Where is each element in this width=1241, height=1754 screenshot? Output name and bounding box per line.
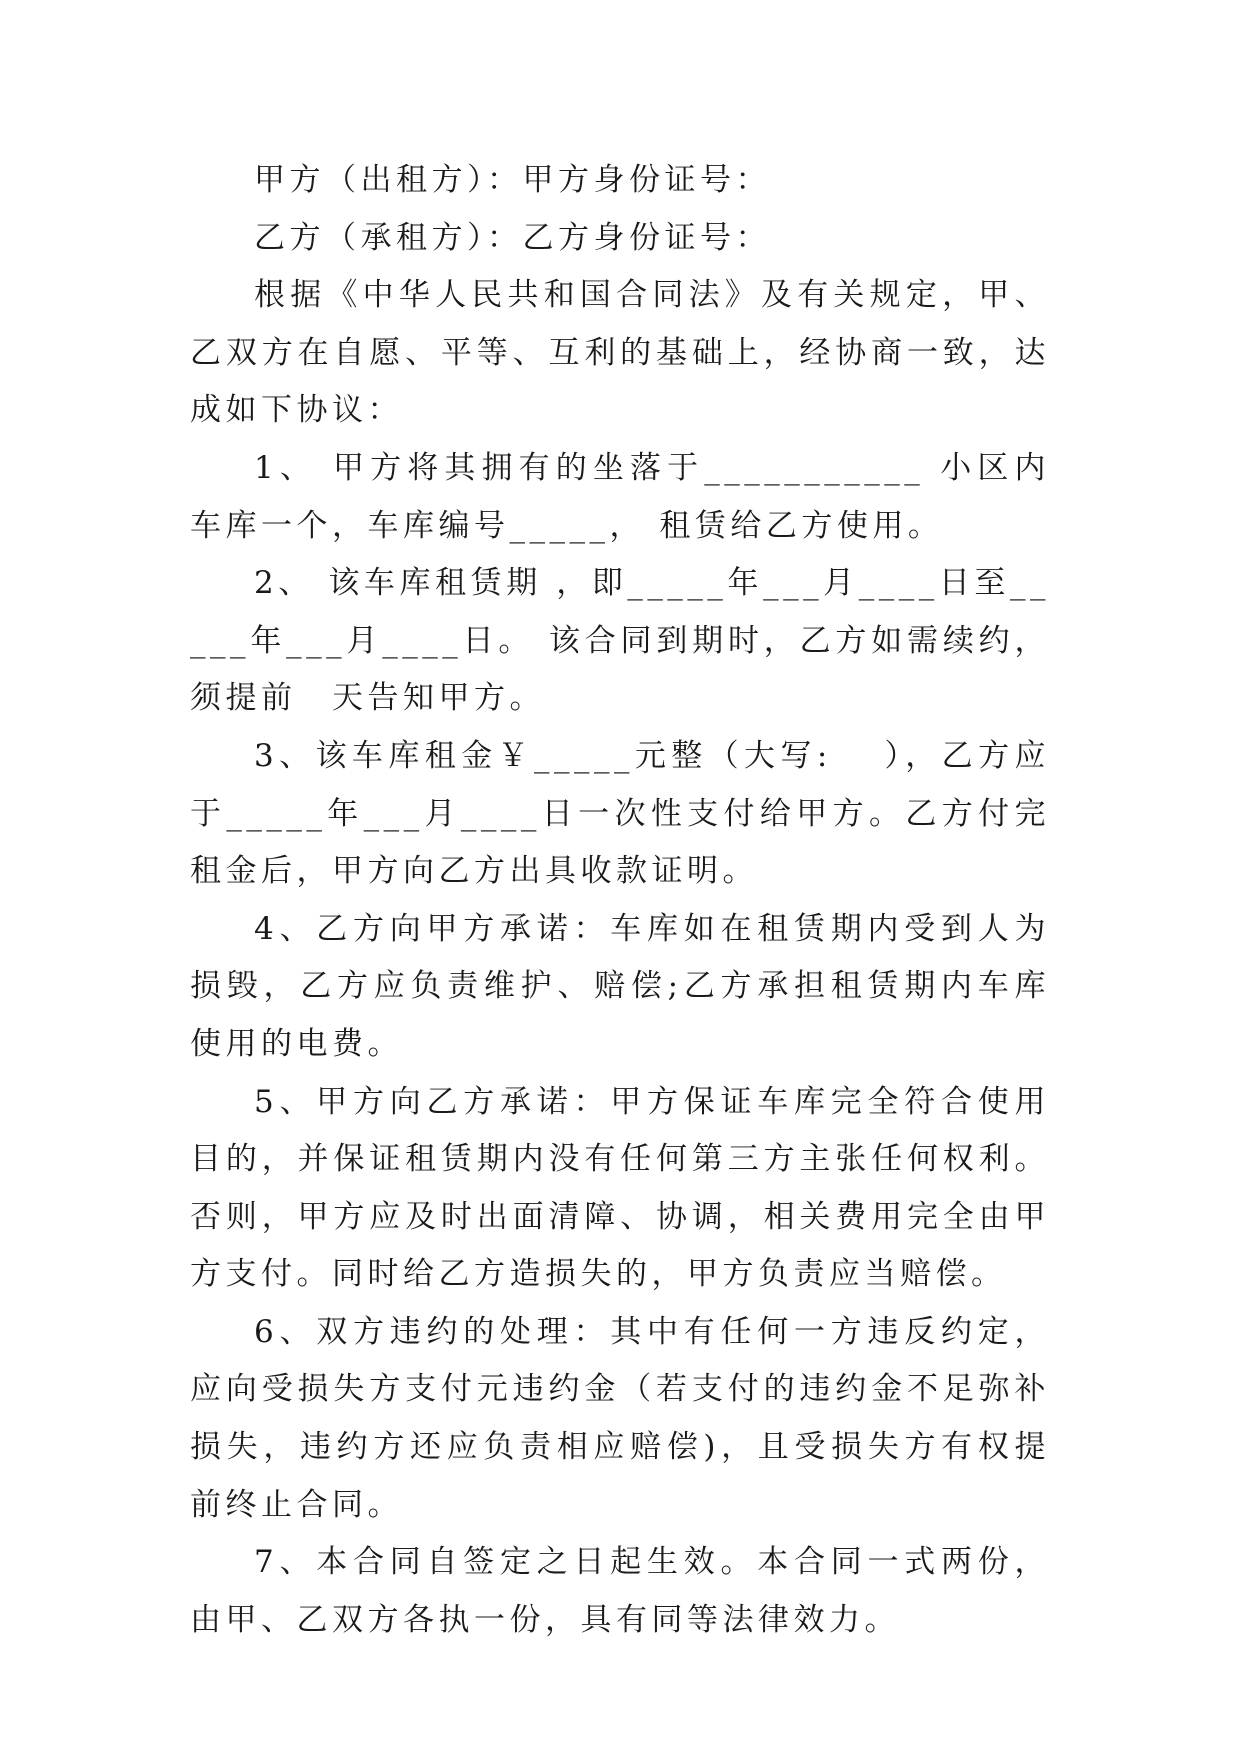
preamble-paragraph: 根据《中华人民共和国合同法》及有关规定，甲、乙双方在自愿、平等、互利的基础上，经协商一致，达成如下协议：: [190, 277, 1050, 429]
clause-7: 7、本合同自签定之日起生效。本合同一式两份，由甲、乙双方各执一份，具有同等法律效力。: [190, 1544, 1050, 1638]
clause-5: 5、甲方向乙方承诺：甲方保证车库完全符合使用目的，并保证租赁期内没有任何第三方主张任何权利。否则，甲方应及时出面清障、协调，相关费用完全由甲方支付。同时给乙方造损失的，甲方负责应当赔偿。: [190, 1083, 1050, 1293]
clause-1: 1、 甲方将其拥有的坐落于___________ 小区内车库一个，车库编号_____， 租赁给乙方使用。: [190, 449, 1050, 544]
lessor-line: 甲方（出租方）：甲方身份证号：: [254, 162, 771, 198]
contract-document: [190, 152, 1050, 1649]
clause-4: 4、乙方向甲方承诺：车库如在租赁期内受到人为损毁，乙方应负责维护、赔偿;乙方承担租赁期内车库使用的电费。: [190, 910, 1050, 1062]
clause-2: 2、 该车库租赁期 ，即_____年___月____日至_____年___月____日。 该合同到期时，乙方如需续约，须提前 天告知甲方。: [190, 565, 1050, 717]
clause-6: 6、双方违约的处理：其中有任何一方违反约定，应向受损失方支付元违约金（若支付的违约金不足弥补损失，违约方还应负责相应赔偿)，且受损失方有权提前终止合同。: [190, 1313, 1050, 1523]
clause-3: 3、该车库租金￥_____元整（大写: ），乙方应于_____年___月____日一次性支付给甲方。乙方付完租金后，甲方向乙方出具收款证明。: [190, 737, 1050, 890]
lessee-line: 乙方（承租方）：乙方身份证号：: [254, 219, 771, 256]
